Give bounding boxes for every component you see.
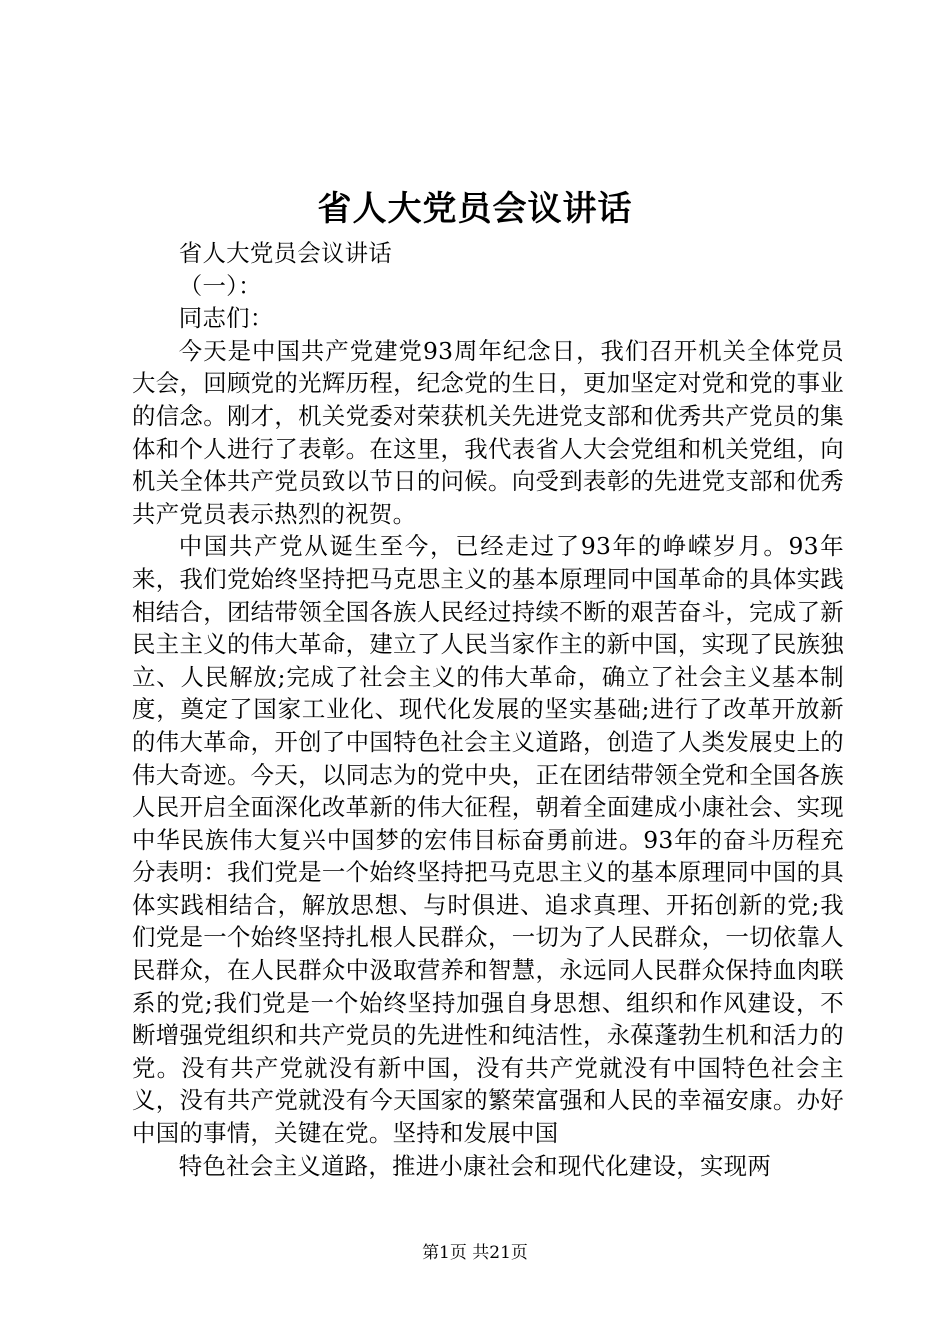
document-body [132,237,844,1182]
paragraph-opening: 今天是中国共产党建党93周年纪念日，我们召开机关全体党员大会，回顾党的光辉历程，纪念党的生日，更加坚定对党和党的事业的信念。刚才，机关党委对荣获机关先进党支部和优秀共产党员的集体和个人进行了表彰。在这里，我代表省人大会党组和机关党组，向机关全体共产党员致以节日的问候。向受到表彰的先进党支部和优秀共产党员表示热烈的祝贺。 [132,336,844,528]
paragraph-continuation: 特色社会主义道路，推进小康社会和现代化建设，实现两 [178,1151,772,1180]
page-number-footer: 第1页 共21页 [422,1243,528,1263]
paragraph-subtitle: 省人大党员会议讲话 [178,239,393,267]
document-title: 省人大党员会议讲话 [317,189,633,229]
paragraph-history: 中国共产党从诞生至今，已经走过了93年的峥嵘岁月。93年来，我们党始终坚持把马克思主义的基本原理同中国革命的具体实践相结合，团结带领全国各族人民经过持续不断的艰苦奋斗，完成了新民主主义的伟大革命，建立了人民当家作主的新中国，实现了民族独立、人民解放;完成了社会主义的伟大革命，确立了社会主义基本制度，奠定了国家工业化、现代化发展的坚实基础;进行了改革开放新的伟大革命，开创了中国特色社会主义道路，创造了人类发展史上的伟大奇迹。今天，以同志为的党中央，正在团结带领全党和全国各族人民开启全面深化改革新的伟大征程，朝着全面建成小康社会、实现中华民族伟大复兴中国梦的宏伟目标奋勇前进。93年的奋斗历程充分表明：我们党是一个始终坚持把马克思主义的基本原理同中国的具体实践相结合，解放思想、与时俱进、追求真理、开拓创新的党;我们党是一个始终坚持扎根人民群众，一切为了人民群众，一切依靠人民群众，在人民群众中汲取营养和智慧，永远同人民群众保持血肉联系的党;我们党是一个始终坚持加强自身思想、组织和作风建设，不断增强党组织和共产党员的先进性和纯洁性，永葆蓬勃生机和活力的党。没有共产党就没有新中国，没有共产党就没有中国特色社会主义，没有共产党就没有今天国家的繁荣富强和人民的幸福安康。办好中国的事情，关键在党。坚持和发展中国 [132,532,844,1148]
paragraph-section-marker: （一）： [178,271,262,300]
paragraph-salutation: 同志们： [178,304,274,333]
